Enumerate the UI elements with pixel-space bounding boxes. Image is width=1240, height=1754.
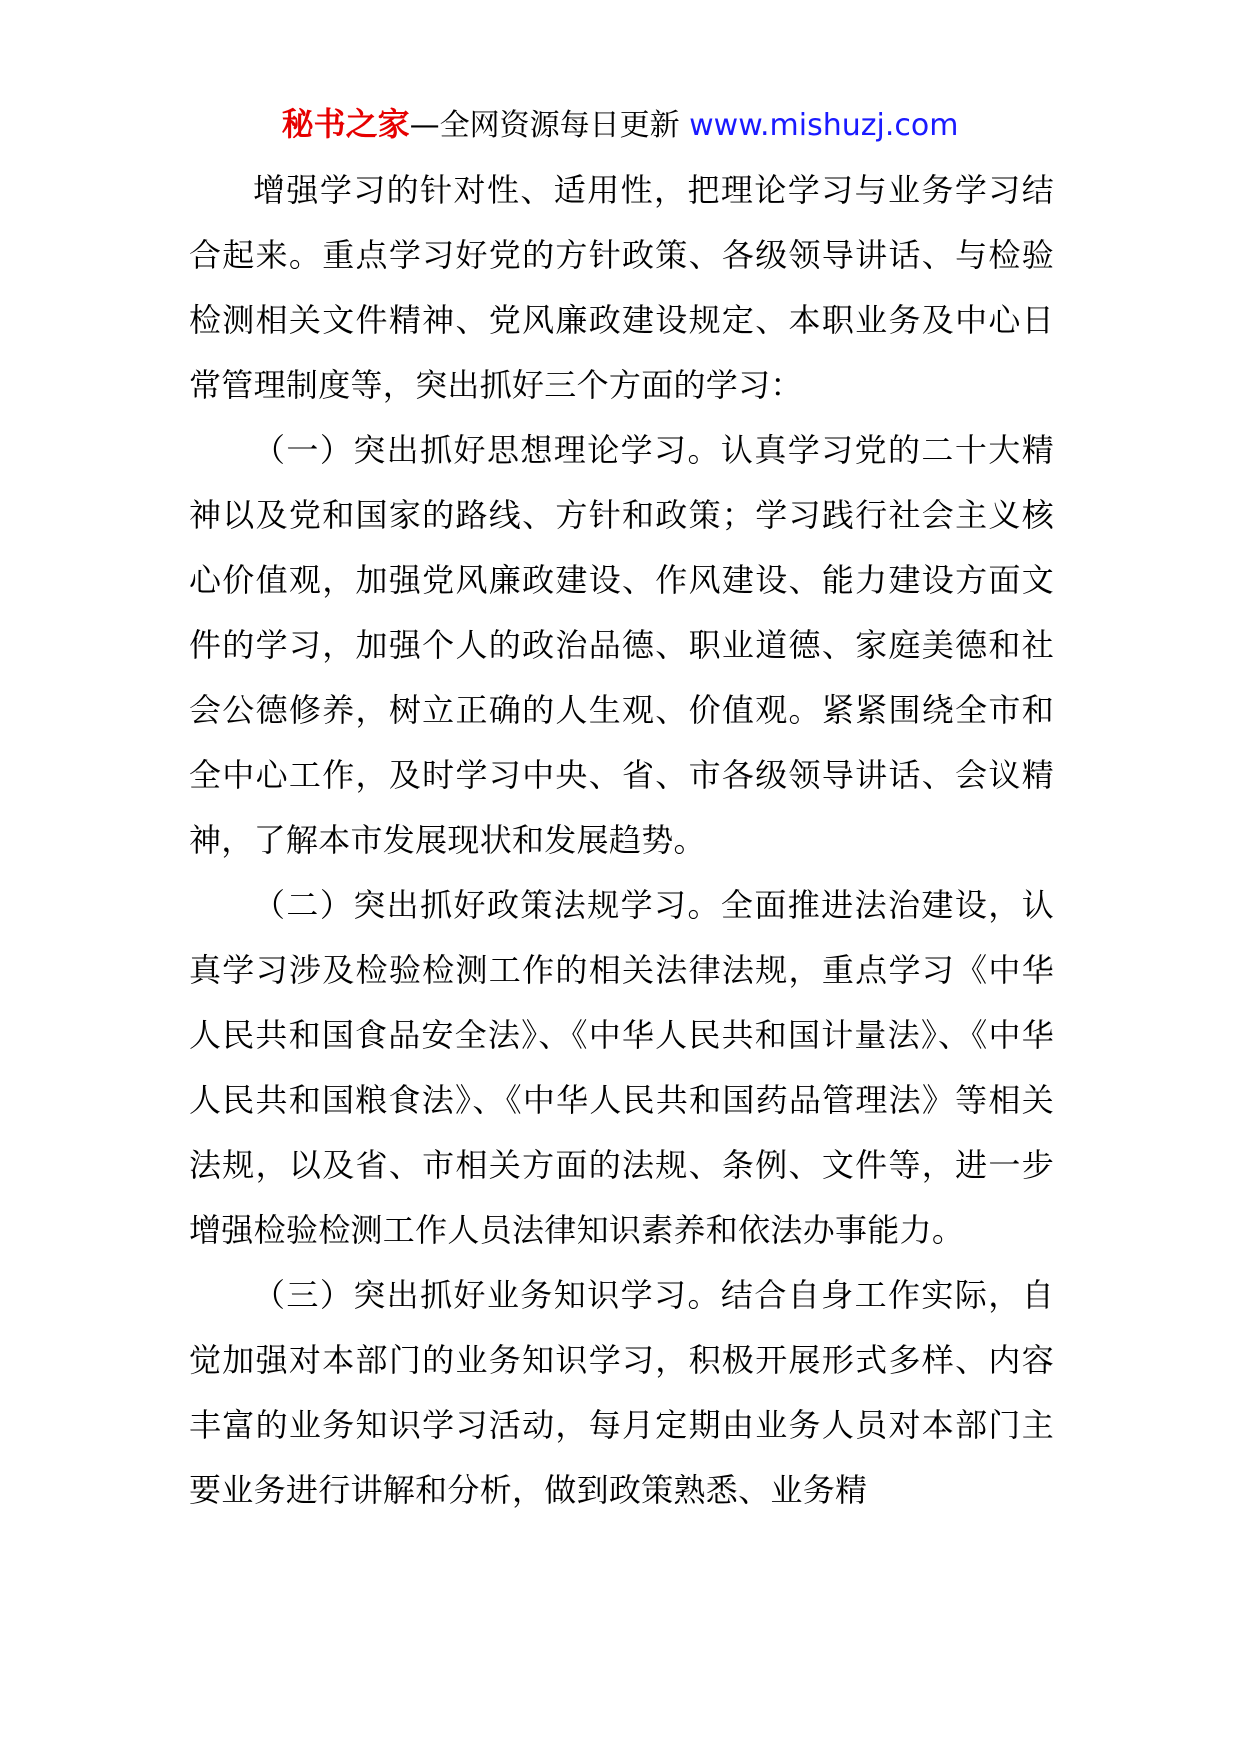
paragraph-section-2: （二）突出抓好政策法规学习。全面推进法治建设，认真学习涉及检验检测工作的相关法律法规，重点学习《中华人民共和国食品安全法》、《中华人民共和国计量法》、《中华人民共和国粮食法》、《中华人民共和国药品管理法》等相关法规，以及省、市相关方面的法规、条例、文件等，进一步增强检验检测工作人员法律知识素养和依法办事能力。 — [189, 886, 1054, 1249]
paragraph-section-3: （三）突出抓好业务知识学习。结合自身工作实际，自觉加强对本部门的业务知识学习，积极开展形式多样、内容丰富的业务知识学习活动，每月定期由业务人员对本部门主要业务进行讲解和分析，做到政策熟悉、业务精 — [189, 1276, 1054, 1509]
paragraph-intro: 增强学习的针对性、适用性，把理论学习与业务学习结合起来。重点学习好党的方针政策、各级领导讲话、与检验检测相关文件精神、党风廉政建设规定、本职业务及中心日常管理制度等，突出抓好三个方面的学习： — [189, 171, 1054, 404]
page-header — [0, 102, 1240, 148]
document-body — [189, 158, 1054, 1523]
paragraph-section-1: （一）突出抓好思想理论学习。认真学习党的二十大精神以及党和国家的路线、方针和政策；学习践行社会主义核心价值观，加强党风廉政建设、作风建设、能力建设方面文件的学习，加强个人的政治品德、职业道德、家庭美德和社会公德修养，树立正确的人生观、价值观。紧紧围绕全市和全中心工作，及时学习中央、省、市各级领导讲话、会议精神，了解本市发展现状和发展趋势。 — [189, 431, 1054, 859]
brand-name: 秘书之家 — [281, 105, 410, 143]
header-url-link[interactable]: www.mishuzj.com — [689, 108, 959, 143]
header-tagline: —全网资源每日更新 — [409, 108, 690, 143]
